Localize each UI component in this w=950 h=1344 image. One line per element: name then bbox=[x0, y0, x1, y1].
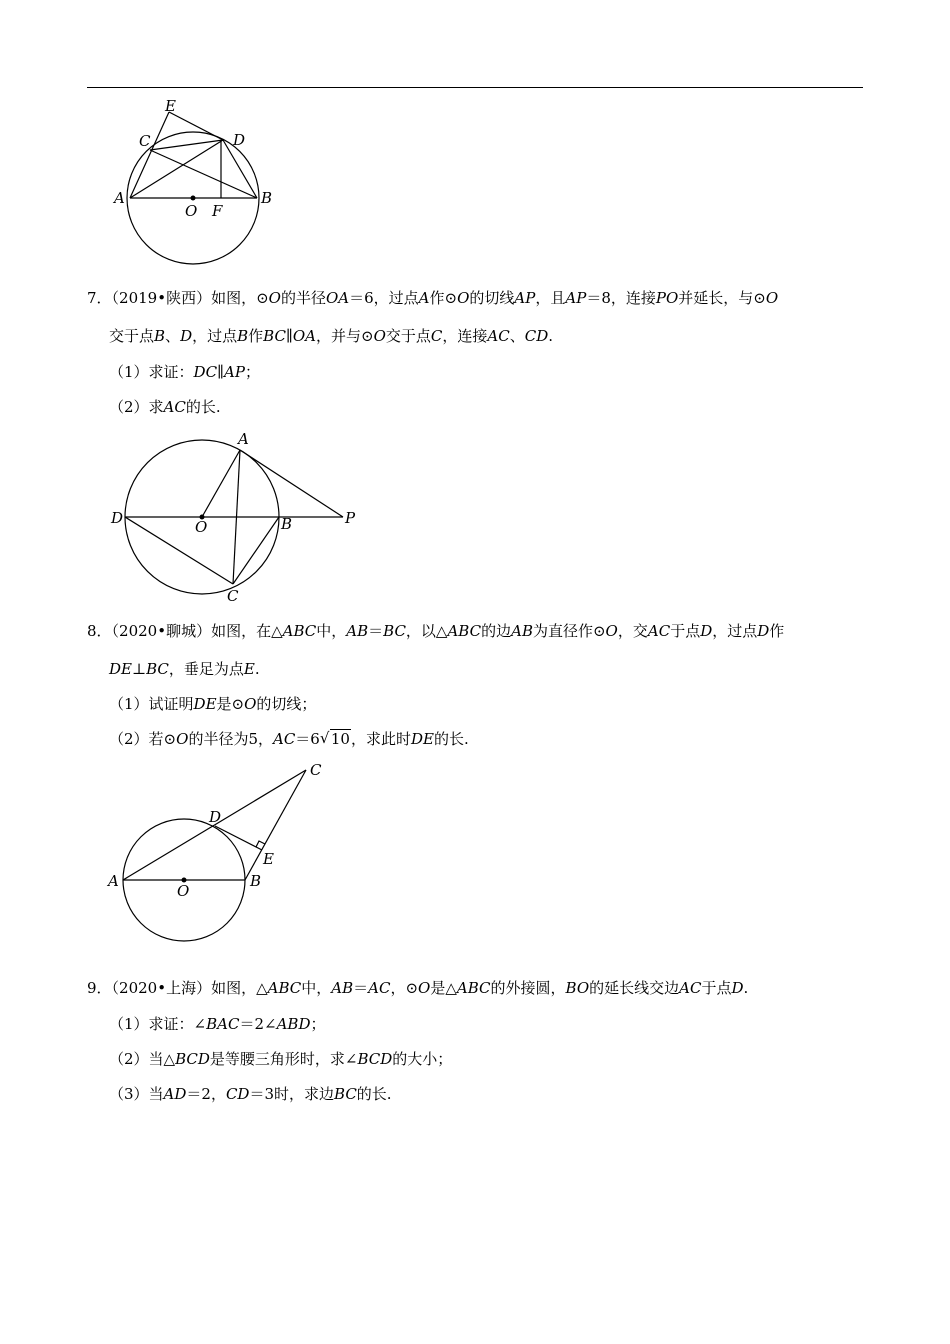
fig6-label-3: A bbox=[114, 189, 125, 207]
fig8-label-0: C bbox=[310, 761, 322, 779]
fig6-label-2: D bbox=[233, 131, 246, 149]
figure-q7 bbox=[105, 428, 365, 608]
q9-part-2: （2）当△BCD是等腰三角形时，求∠BCD的大小； bbox=[109, 1050, 453, 1068]
fig6-label-0: E bbox=[165, 97, 176, 115]
q8-part-1: （1）试证明DE是⊙O的切线； bbox=[109, 695, 317, 713]
q8-line-1: 8．（2020•聊城）如图，在△ABC中，AB＝BC，以△ABC的边AB为直径作⊙O，交AC于点D，过点D作 bbox=[87, 622, 785, 640]
header-rule bbox=[87, 87, 863, 88]
q7-part-1: （1）求证：DC∥AP； bbox=[109, 363, 260, 381]
fig7-label-0: A bbox=[238, 430, 249, 448]
q9-part-3: （3）当AD＝2，CD＝3时，求边BC的长. bbox=[109, 1085, 392, 1103]
fig8-label-2: E bbox=[263, 850, 274, 868]
fig8-label-5: B bbox=[250, 872, 262, 890]
figure-q6 bbox=[105, 95, 285, 270]
fig7-label-2: O bbox=[195, 518, 208, 536]
fig6-label-1: C bbox=[139, 132, 151, 150]
fig7-label-1: D bbox=[111, 509, 124, 527]
fig7-label-5: C bbox=[227, 587, 239, 605]
q9-line-1: 9．（2020•上海）如图，△ABC中，AB＝AC，⊙O是△ABC的外接圆，BO的延长线交边AC于点D. bbox=[87, 979, 749, 997]
fig8-label-1: D bbox=[209, 808, 222, 826]
fig7-label-4: P bbox=[345, 509, 356, 527]
q7-line-2: 交于点B、D，过点B作BC∥OA，并与⊙O交于点C，连接AC、CD. bbox=[109, 327, 554, 345]
q7-part-2: （2）求AC的长. bbox=[109, 398, 221, 416]
fig7-label-3: B bbox=[281, 515, 293, 533]
figure-q8 bbox=[105, 758, 345, 946]
fig8-label-4: O bbox=[177, 882, 190, 900]
q9-part-1: （1）求证：∠BAC＝2∠ABD； bbox=[109, 1015, 326, 1033]
q7-line-1: 7．（2019•陕西）如图，⊙O的半径OA＝6，过点A作⊙O的切线AP，且AP＝8，连接PO并延长，与⊙O bbox=[87, 289, 779, 307]
fig6-label-5: F bbox=[212, 202, 223, 220]
fig6-label-4: O bbox=[185, 202, 198, 220]
fig8-label-3: A bbox=[108, 872, 119, 890]
q8-line-2: DE⊥BC，垂足为点E. bbox=[109, 660, 260, 678]
q8-part-2: （2）若⊙O的半径为5，AC＝6 √ 10，求此时DE的长. bbox=[109, 729, 469, 748]
sqrt-10: √ 10 bbox=[319, 729, 350, 748]
fig6-label-6: B bbox=[261, 189, 273, 207]
